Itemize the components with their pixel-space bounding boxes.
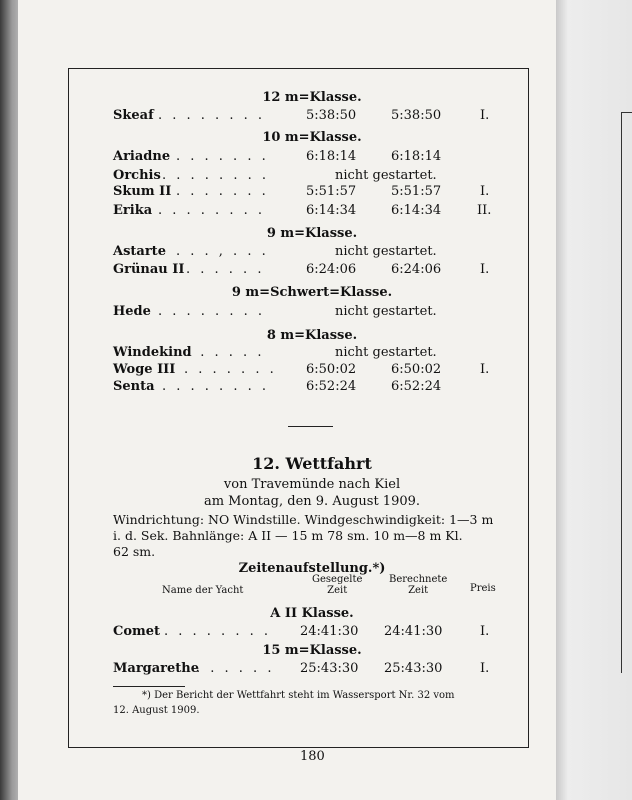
leader-dots: . . . , . . . xyxy=(176,244,269,259)
wind-info-line: Windrichtung: NO Windstille. Windgeschwindigkeit: 1—3 m xyxy=(113,512,494,527)
yacht-name: Margarethe xyxy=(113,661,200,676)
section-title: A II Klasse. xyxy=(270,606,354,621)
table-title: Zeitenaufstellung.*) xyxy=(238,561,386,576)
column-header-prize: Preis xyxy=(470,583,496,594)
prize: I. xyxy=(480,661,490,676)
corrected-time: 6:50:02 xyxy=(391,362,442,377)
yacht-name: Ariadne xyxy=(113,149,171,164)
corrected-time: 6:14:34 xyxy=(391,203,442,218)
status-text: nicht gestartet. xyxy=(335,244,437,259)
footnote: 12. August 1909. xyxy=(113,705,200,716)
yacht-name: Woge III xyxy=(113,362,176,377)
corrected-time: 6:52:24 xyxy=(391,379,442,394)
sailed-time: 6:24:06 xyxy=(306,262,357,277)
leader-dots: . . . . . . . xyxy=(176,149,269,164)
leader-dots: . . . . . . . . xyxy=(158,108,265,123)
leader-dots: . . . . . . xyxy=(186,345,265,360)
race-route: von Travemünde nach Kiel xyxy=(223,477,401,492)
leader-dots: . . . . . . xyxy=(186,262,265,277)
prize: I. xyxy=(480,624,490,639)
leader-dots: . . . . . . xyxy=(196,661,275,676)
course-info-line: 62 sm. xyxy=(113,544,156,559)
yacht-name: Comet xyxy=(113,624,161,639)
section-title: 8 m=Klasse. xyxy=(266,328,358,343)
yacht-name: Skum II xyxy=(113,184,172,199)
race-date: am Montag, den 9. August 1909. xyxy=(203,494,421,509)
sailed-time: 6:18:14 xyxy=(306,149,357,164)
leader-dots: . . . . . . . . xyxy=(162,168,269,183)
race-title: 12. Wettfahrt xyxy=(252,454,372,473)
yacht-name: Orchis xyxy=(113,168,161,183)
sailed-time: 5:38:50 xyxy=(306,108,357,123)
sailed-time: 6:52:24 xyxy=(306,379,357,394)
section-title: 12 m=Klasse. xyxy=(262,90,362,105)
yacht-name: Astarte xyxy=(113,244,166,259)
yacht-name: Hede xyxy=(113,304,151,319)
sailed-time: 6:50:02 xyxy=(306,362,357,377)
column-header-sailed: Gesegelte Zeit xyxy=(312,574,363,596)
sailed-time: 5:51:57 xyxy=(306,184,357,199)
leader-dots: . . . . . . . . xyxy=(158,203,265,218)
corrected-time: 25:43:30 xyxy=(384,661,443,676)
facing-page-edge xyxy=(552,0,632,800)
corrected-time: 24:41:30 xyxy=(384,624,443,639)
prize: I. xyxy=(480,262,490,277)
section-title: 10 m=Klasse. xyxy=(262,130,362,145)
yacht-name: Skeaf xyxy=(113,108,154,123)
sailed-time: 25:43:30 xyxy=(300,661,359,676)
corrected-time: 6:24:06 xyxy=(391,262,442,277)
section-divider xyxy=(288,426,333,427)
leader-dots: . . . . . . . xyxy=(184,362,277,377)
sailed-time: 24:41:30 xyxy=(300,624,359,639)
course-info-line: i. d. Sek. Bahnlänge: A II — 15 m 78 sm. 10 m—8 m Kl. xyxy=(113,528,463,543)
yacht-name: Windekind xyxy=(113,345,192,360)
leader-dots: . . . . . . . . xyxy=(158,304,265,319)
leader-dots: . . . . . . . . xyxy=(162,379,269,394)
footnote-rule xyxy=(113,686,185,687)
status-text: nicht gestartet. xyxy=(335,304,437,319)
yacht-name: Erika xyxy=(113,203,153,218)
page-number: 180 xyxy=(300,749,325,764)
status-text: nicht gestartet. xyxy=(335,345,437,360)
prize: II. xyxy=(477,203,492,218)
section-title: 9 m=Schwert=Klasse. xyxy=(231,285,393,300)
sailed-time: 6:14:34 xyxy=(306,203,357,218)
prize: I. xyxy=(480,108,490,123)
footnote: *) Der Bericht der Wettfahrt steht im Wassersport Nr. 32 vom xyxy=(142,690,455,701)
prize: I. xyxy=(480,184,490,199)
section-title: 15 m=Klasse. xyxy=(262,643,362,658)
corrected-time: 6:18:14 xyxy=(391,149,442,164)
yacht-name: Grünau II xyxy=(113,262,185,277)
leader-dots: . . . . . . . xyxy=(176,184,269,199)
facing-page-rule xyxy=(621,112,632,673)
yacht-name: Senta xyxy=(113,379,155,394)
corrected-time: 5:51:57 xyxy=(391,184,442,199)
column-header-name: Name der Yacht xyxy=(162,585,244,596)
leader-dots: . . . . . . . . xyxy=(164,624,271,639)
column-header-corrected: Berechnete Zeit xyxy=(389,574,448,596)
status-text: nicht gestartet. xyxy=(335,168,437,183)
prize: I. xyxy=(480,362,490,377)
section-title: 9 m=Klasse. xyxy=(266,226,358,241)
corrected-time: 5:38:50 xyxy=(391,108,442,123)
